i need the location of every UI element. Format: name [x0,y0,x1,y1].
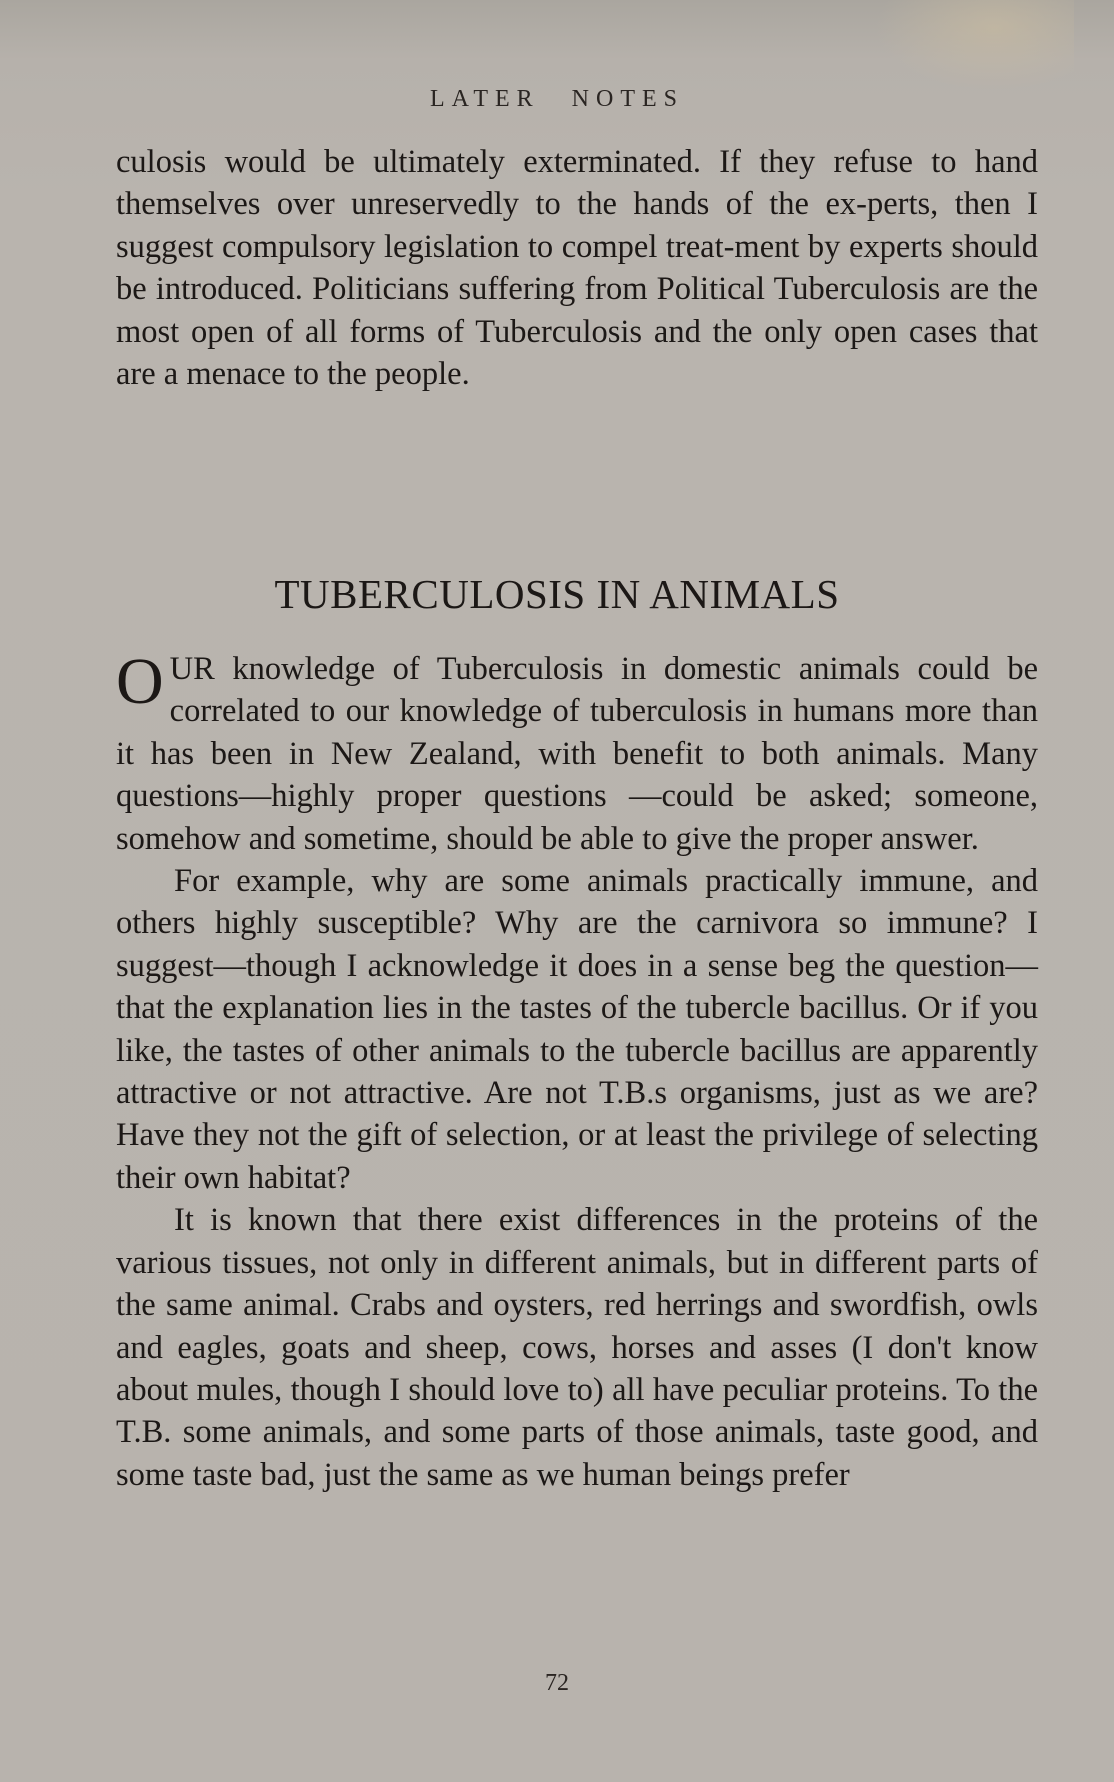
paragraph-3: It is known that there exist differences in the proteins of the various tissues, not only in different animals, but in different parts of the same animal. Crabs and oysters, red herrings and swordfish, owls and eagles, goats and sheep, cows, horses and asses (I don't know about mules, though I should love to) all have peculiar proteins. To the T.B. some animals, and some parts of those animals, taste good, and some taste bad, just the same as we human beings prefer [116,1202,1038,1493]
section-title: TUBERCULOSIS IN ANIMALS [274,571,840,617]
running-head-word-1: LATER [429,86,540,112]
paragraph-1 [116,645,1038,860]
paragraph-2: For example, why are some animals practically immune, and others highly susceptible? Why are the carnivora so immune? I suggest—though I acknowledge it does in a sense beg the question—that the explanation lies in the tastes of the tubercle bacillus. Or if you like, the tastes of other animals to the tubercle bacillus are apparently attractive or not attractive. Are not T.B.s organisms, just as we are? Have they not the gift of selection, or at least the privilege of selecting their own habitat? [116,863,1038,1196]
page-stain [874,0,1074,90]
section-body [116,645,1038,1496]
drop-cap: O [116,645,164,718]
running-head-word-2: NOTES [571,86,684,112]
continued-paragraph [116,141,1038,395]
continued-paragraph-text: culosis would be ultimately exterminated. If they refuse to hand themselves over unreservedly to the hands of the ex-perts, then I suggest compulsory legislation to compel treat-ment by experts should be introduced. Politicians suffering from Political Tuberculosis are the most open of all forms of Tuberculosis and the only open cases that are a menace to the people. [116,144,1038,393]
running-head [0,86,1114,113]
page-number: 72 [545,1670,569,1696]
paragraph-1-text: UR knowledge of Tuberculosis in domestic animals could be correlated to our knowledge of tuberculosis in humans more than it has been in New Zealand, with benefit to both animals. Many questions—highly proper questions —could be asked; someone, somehow and sometime, should be able to give the proper answer. [116,651,1038,857]
